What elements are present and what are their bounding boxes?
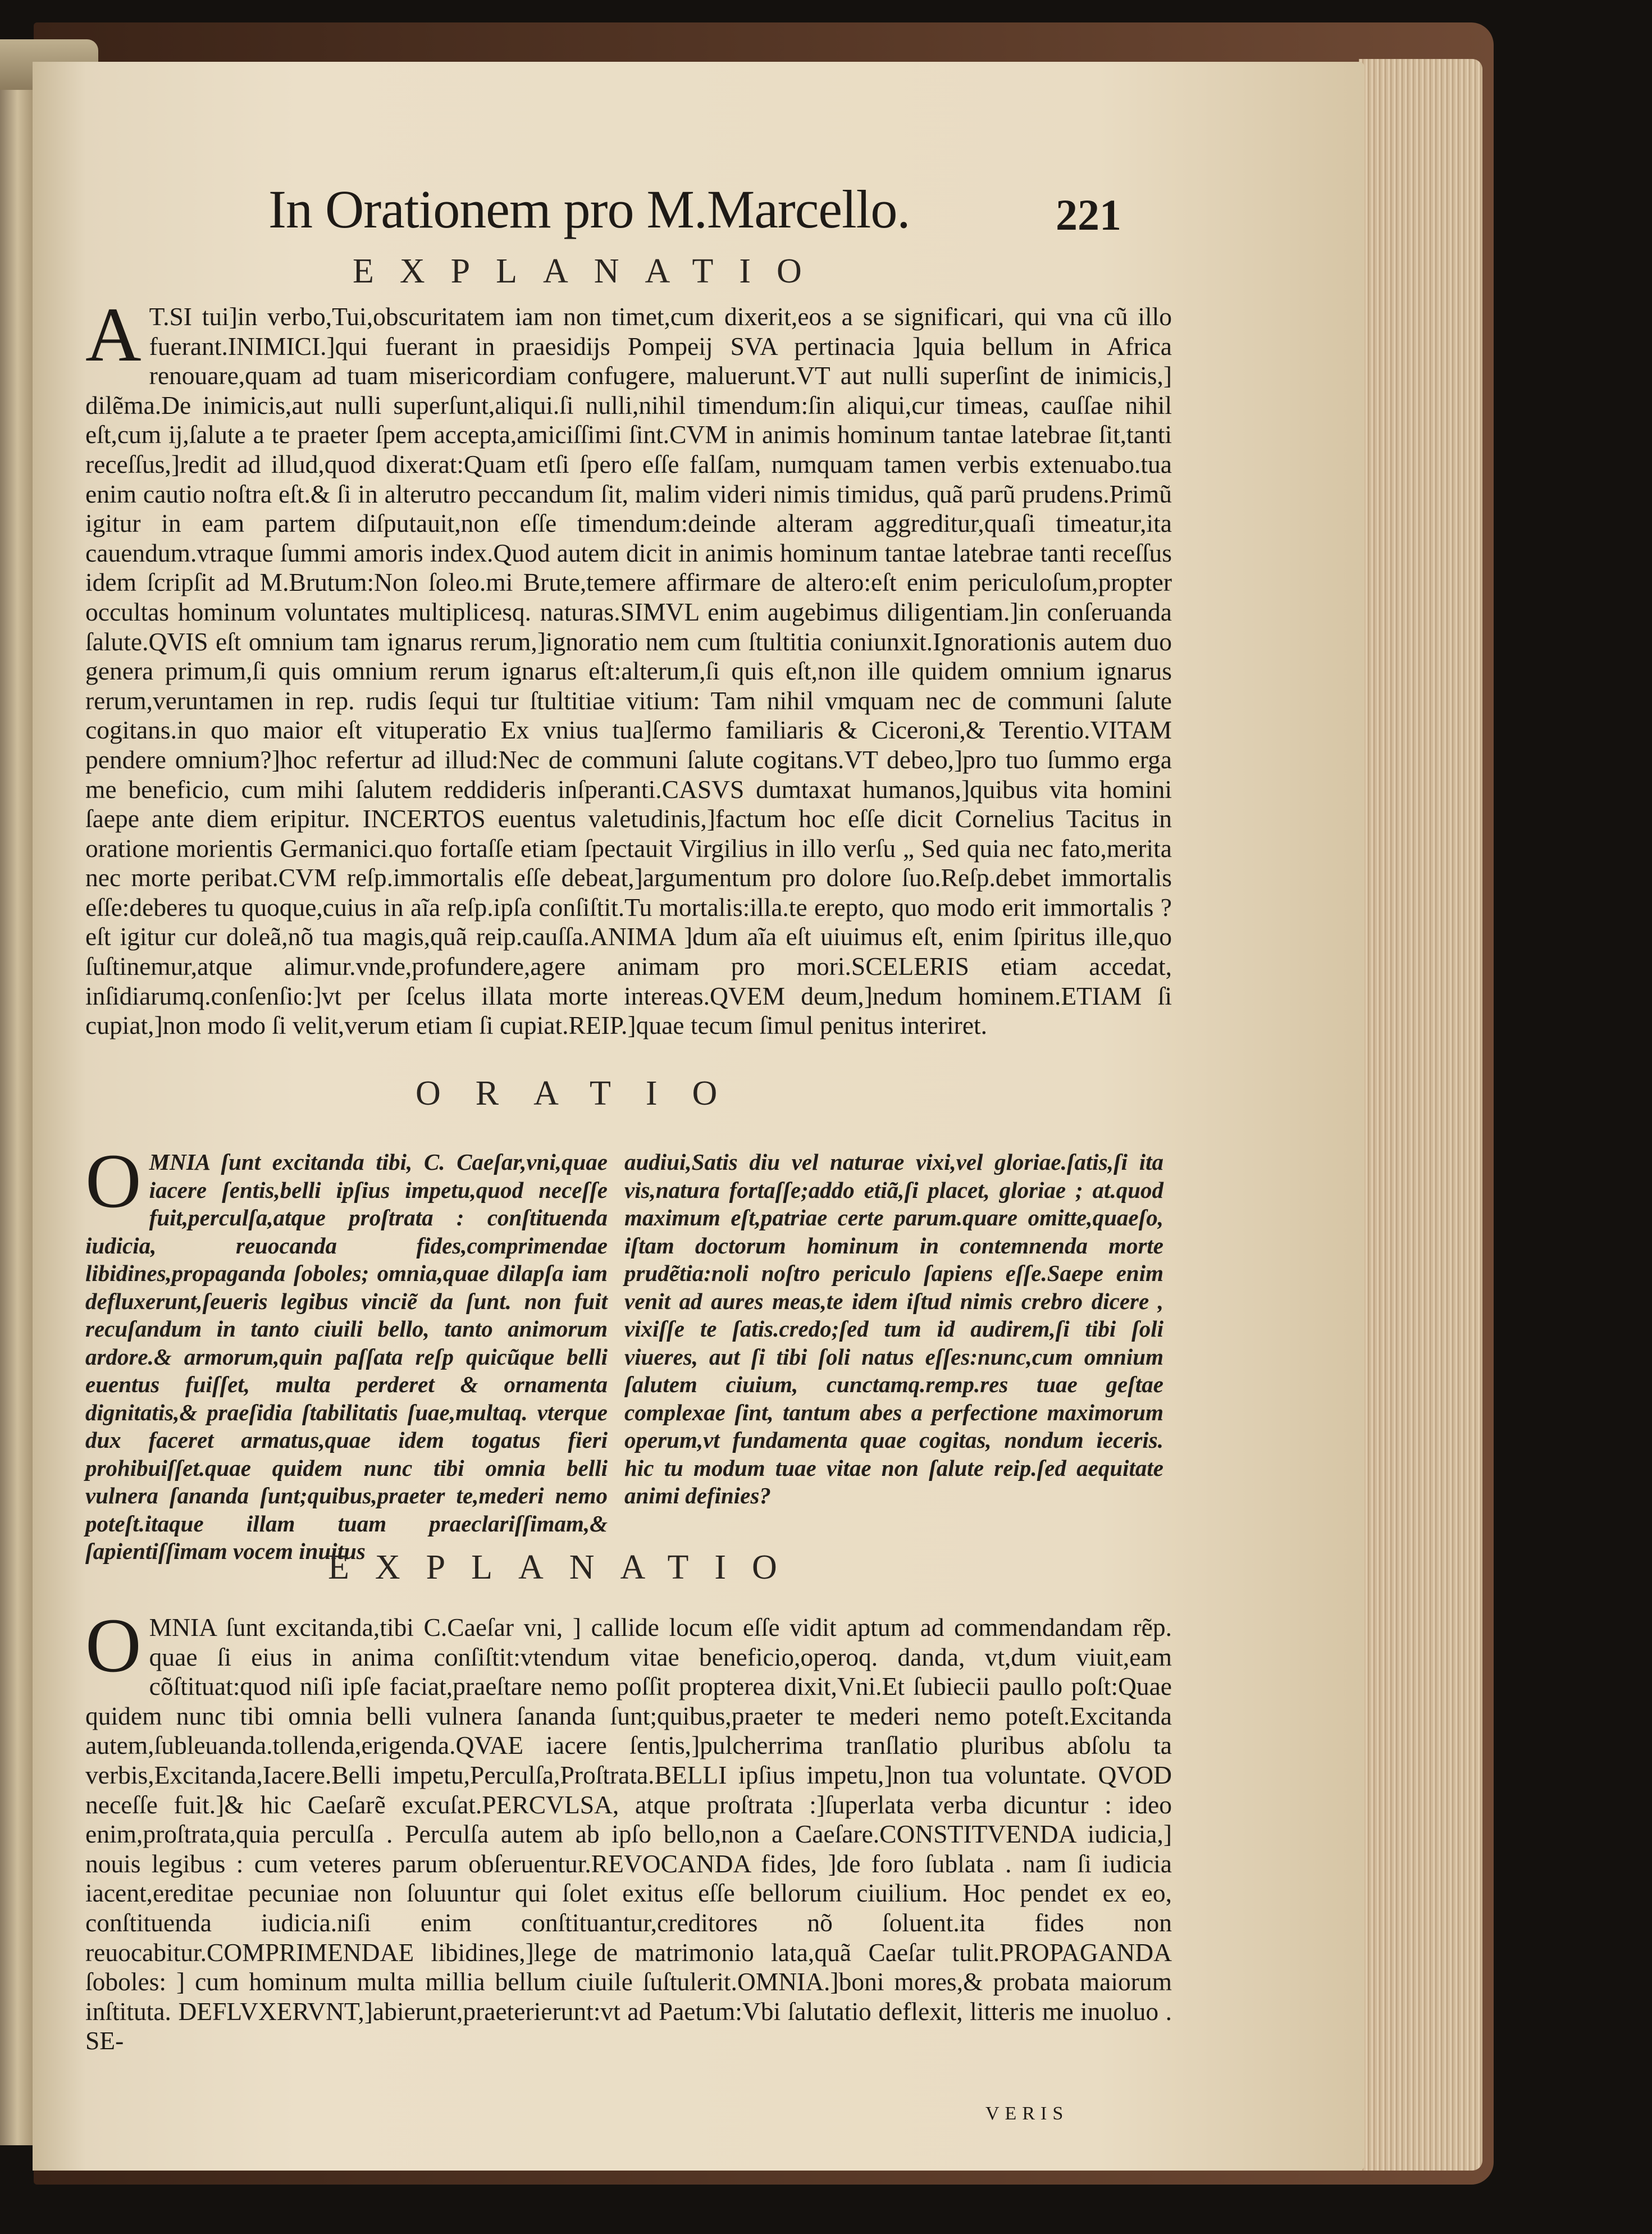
drop-cap: O xyxy=(85,1138,142,1224)
page-fore-edge xyxy=(1359,59,1482,2171)
drop-cap: A xyxy=(85,291,142,377)
oratio-left-text: MNIA ſunt excitanda tibi, C. Caeſar,vni,quae iacere ſentis,belli ipſius impetu,quod neceſſe fuit,perculſa,atque proſtrata : conſtituenda iudicia, reuocanda fides,comprimendae libidines,propaganda ſoboles; omnia,quae dilapſa iam defluxerunt,ſeueris legibus vinciẽ da ſunt. non fuit recuſandum in tanto ciuili bello, tanto animorum ardore.& armorum,quin paſſata reſp quicũque belli euentus fuiſſet, multa perderet & ornamenta dignitatis,& praeſidia ſtabilitatis ſuae,multaq. vterque dux faceret armatus,quae idem togatus fieri prohibuiſſet.quae quidem nunc tibi omnia belli vulnera ſananda ſunt;quibus,praeter te,mederi nemo poteſt.itaque illam tuam praeclariſſimam,& ſapientiſſimam vocem inuitus xyxy=(85,1149,608,1564)
page-number: 221 xyxy=(1056,190,1121,239)
drop-cap: O xyxy=(85,1602,142,1688)
oratio-left-column xyxy=(85,1138,608,1566)
running-head: In Orationem pro M.Marcello. xyxy=(268,179,910,239)
catchword: VERIS xyxy=(985,2103,1069,2124)
section-heading-explanatio-2: EXPLANATIO xyxy=(328,1548,803,1586)
section-heading-explanatio-1: EXPLANATIO xyxy=(353,252,828,290)
explanatio-2-body: MNIA ſunt excitanda,tibi C.Caeſar vni, ] callide locum eſſe vidit aptum ad commendandam rẽp. quae ſi eius in anima conſiſtit:vtendum vitae beneficio,operoq. danda, vt,dum viuit,eam cõſtituat:quod niſi ipſe faciat,praeſtare nemo poſſit propterea dixit,Vni.Et ſubiecii paullo poſt:Quae quidem nunc tibi omnia belli vulnera ſananda ſunt;quibus,praeter te mederi nemo poteſt.Excitanda autem,ſubleuanda.tollenda,erigenda.QVAE iacere ſentis,]pulcherrima tranſlatio pluribus abſolu ta verbis,Excitanda,Iacere.Belli impetu,Perculſa,Proſtrata.BELLI ipſius impetu,]non tua voluntate. QVOD neceſſe fuit.]& hic Caeſarẽ excuſat.PERCVLSA, atque proſtrata :]ſuperlata verba dicuntur : ideo enim,proſtrata,quia perculſa . Perculſa autem ab ipſo bello,non a Caeſare.CONSTITVENDA iudicia,] nouis legibus : cum veteres parum obſeruentur.REVOCANDA fides, ]de foro ſublata . nam ſi iudicia iacent,ereditae pecuniae non ſoluuntur qui ſolet exitus eſſe bellorum ciuilium. Hoc pendet ex eo, conſtituenda iudicia.niſi enim conſtituantur,creditores nõ ſoluent.ita fides non reuocabitur.COMPRIMENDAE libidines,]lege de matrimonio lata,quã Caeſar tulit.PROPAGANDA ſoboles: ] cum hominum multa millia bellum ciuile ſuſtulerit.OMNIA.]boni mores,& probata maiorum inſtituta. DEFLVXERVNT,]abierunt,praeterierunt:vt ad Paetum:Vbi ſalutatio deflexit, litteris me inuoluo . SE- xyxy=(85,1613,1172,2055)
explanatio-2-text xyxy=(85,1602,1172,2056)
section-heading-oratio: ORATIO xyxy=(416,1074,752,1113)
explanatio-1-body: T.SI tui]in verbo,Tui,obscuritatem iam non timet,cum dixerit,eos a se significari, qui vna cũ illo fuerant.INIMICI.]qui fuerant in praesidijs Pompeij SVA pertinacia ]quia bellum in Africa renouare,quam ad tuam misericordiam confugere, maluerunt.VT aut nulli superſint de inimicis,] dilẽma.De inimicis,aut nulli superſunt,aliqui.ſi nulli,nihil timendum:ſin aliqui,cur timeas, cauſſae nihil eſt,cum ij,ſalute a te praeter ſpem accepta,amiciſſimi ſint.CVM in animis hominum tantae latebrae ſit,tanti receſſus,]redit ad illud,quod dixerat:Quam etſi ſpero eſſe falſam, numquam tamen verbis extenuabo.tua enim cautio noſtra eſt.& ſi in alterutro peccandum ſit, malim videri nimis timidus, quã parũ prudens.Primũ igitur in eam partem diſputauit,non eſſe timendum:deinde alteram aggreditur,quaſi timeatur,ita cauendum.vtraque ſummi amoris index.Quod autem dicit in animis hominum tantae latebrae tanti receſſus idem ſcripſit ad M.Brutum:Non ſoleo.mi Brute,temere affirmare de altero:eſt enim periculoſum,propter occultas hominum voluntates multiplicesq. naturas.SIMVL enim augebimus diligentiam.]in conſeruanda ſalute.QVIS eſt omnium tam ignarus rerum,]ignoratio nem cum ſtultitia coniunxit.Ignorationis autem duo genera primum,ſi quis omnium rerum ignarus eſt:alterum,ſi quis eſt,non ille quidem omnium ignarus rerum,veruntamen in rep. rudis ſequi tur ſtultitiae vitium: Tam nihil vmquam nec de communi ſalute cogitans.in quo maior eſt vituperatio Ex vnius tua]ſermo familiaris & Ciceroni,& Terentio.VITAM pendere omnium?]hoc refertur ad illud:Nec de communi ſalute cogitans.VT debeo,]pro tuo ſummo erga me beneficio, cum mihi ſalutem reddideris inſperanti.CASVS dumtaxat humanos,]quibus vita homini ſaepe ante diem eripitur. INCERTOS euentus valetudinis,]factum hoc eſſe dicit Cornelius Tacitus in oratione morientis Germanici.quo fortaſſe etiam ſpectauit Virgilius in illo verſu „ Sed quia nec fato,merita nec morte peribat.CVM reſp.immortalis eſſe debeat,]argumentum pro dolore ſuo.Reſp.debet immortalis eſſe:deberes tu quoque,cuius in aĩa reſp.ipſa conſiſtit.Tu mortalis:illa.te erepto, quo modo erit immortalis ? eſt igitur cur doleã,nõ tua magis,quã reip.cauſſa.ANIMA ]dum aĩa eſt uiuimus eſt, enim ſpiritus ille,quo ſuſtinemur,atque alimur.vnde,profundere,agere animam pro mori.SCELERIS etiam accedat, inſidiarumq.conſenſio:]vt per ſcelus illata morte intereas.QVEM deum,]nedum hominem.ETIAM ſi cupiat,]non modo ſi velit,verum etiam ſi cupiat.REIP.]quae tecum ſimul penitus interiret. xyxy=(85,302,1172,1040)
oratio-right-text: audiui,Satis diu vel naturae vixi,vel gloriae.ſatis,ſi ita vis,natura fortaſſe;addo etiã,ſi placet, gloriae ; at.quod maximum eſt,patriae certe parum.quare omitte,quaeſo, iſtam doctorum hominum in contemnenda morte prudẽtia:noli noſtro periculo ſapiens eſſe.Saepe enim venit ad aures meas,te idem iſtud nimis crebro dicere , vixiſſe te ſatis.credo;ſed tum id audirem,ſi tibi ſoli viueres, aut ſi tibi ſoli natus eſſes:nunc,cum omnium ſalutem ciuium, cunctamq.remp.res tuae geſtae complexae ſint, tantum abes a perfectione maximorum operum,vt fundamenta quae cogitas, nondum ieceris. hic tu modum tuae vitae non ſalute reip.ſed aequitate animi definies? xyxy=(624,1149,1163,1508)
left-page-edge xyxy=(0,67,35,2145)
oratio-right-column xyxy=(624,1148,1163,1510)
explanatio-1-text xyxy=(85,291,1172,1041)
